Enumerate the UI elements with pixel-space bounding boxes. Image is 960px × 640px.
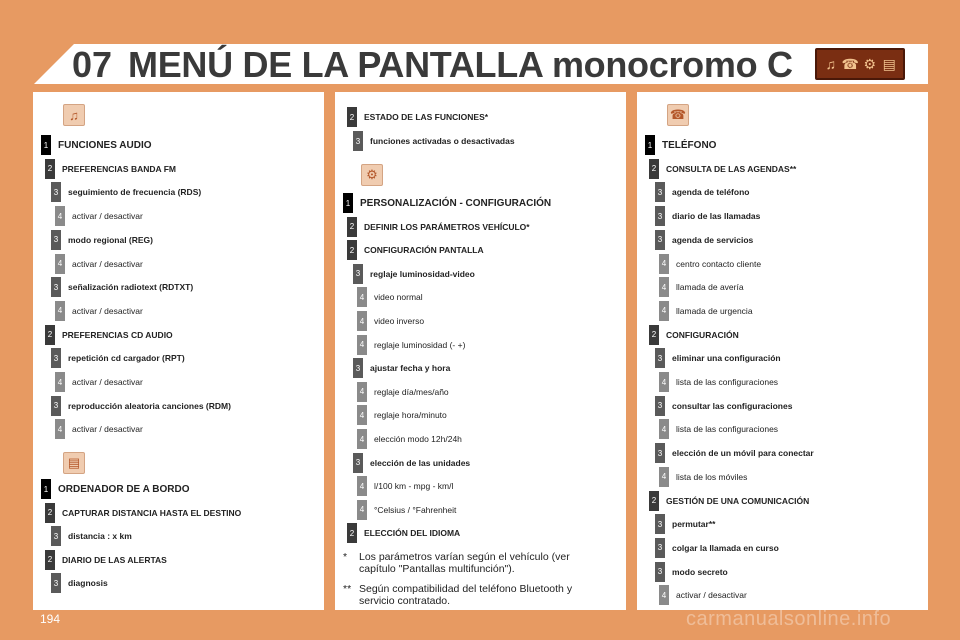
level-badge: 3 <box>51 277 61 297</box>
menu-item-level-2 <box>45 158 176 180</box>
menu-item-text: llamada de urgencia <box>676 305 753 316</box>
level-badge: 3 <box>51 573 61 593</box>
menu-item-text: CONFIGURACIÓN PANTALLA <box>364 245 484 256</box>
level-badge: 4 <box>357 429 367 449</box>
menu-item-level-4 <box>357 499 456 521</box>
computer-icon: ▤ <box>63 452 85 474</box>
menu-item-level-4 <box>659 371 778 393</box>
phone-icon: ☎ <box>841 55 859 72</box>
menu-item-level-4 <box>659 300 753 322</box>
menu-item-text: CONFIGURACIÓN <box>666 329 739 340</box>
menu-item-text: video normal <box>374 292 423 303</box>
menu-item-text: modo regional (REG) <box>68 234 153 245</box>
menu-item-level-3 <box>655 229 753 251</box>
menu-item-level-4 <box>55 300 143 322</box>
radio-icon: ♫ <box>825 56 836 72</box>
menu-item-text: ELECCIÓN DEL IDIOMA <box>364 528 461 539</box>
level-badge: 2 <box>649 491 659 511</box>
level-badge: 1 <box>41 479 51 499</box>
footnote-text-line2: capítulo "Pantallas multifunción"). <box>359 563 515 575</box>
menu-item-text: DIARIO DE LAS ALERTAS <box>62 554 167 565</box>
menu-item-level-3 <box>51 181 201 203</box>
level-badge: 3 <box>655 443 665 463</box>
menu-item-level-3 <box>51 347 185 369</box>
menu-item-text: activar / desactivar <box>72 424 143 435</box>
page-number: 194 <box>40 612 61 626</box>
menu-item-text: GESTIÓN DE UNA COMUNICACIÓN <box>666 495 810 506</box>
footnote-text-line1: Según compatibilidad del teléfono Bluetooth y <box>359 583 573 595</box>
menu-item-text: activar / desactivar <box>72 258 143 269</box>
menu-item-level-3 <box>51 572 108 594</box>
menu-item-level-4 <box>357 381 449 403</box>
panel-settings <box>335 92 626 610</box>
level-badge: 4 <box>55 372 65 392</box>
menu-item-text: reproducción aleatoria canciones (RDM) <box>68 400 231 411</box>
level-badge: 2 <box>347 107 357 127</box>
menu-item-level-2 <box>649 490 809 512</box>
menu-item-text: elección de un móvil para conectar <box>672 448 814 459</box>
level-badge: 3 <box>51 348 61 368</box>
menu-item-level-2 <box>347 216 530 238</box>
level-badge: 4 <box>659 372 669 392</box>
footnote-mark: * <box>343 551 348 563</box>
level-badge: 4 <box>659 467 669 487</box>
menu-item-text: activar / desactivar <box>72 377 143 387</box>
level-badge: 4 <box>55 254 65 274</box>
menu-item-text: PERSONALIZACIÓN - CONFIGURACIÓN <box>360 197 552 209</box>
level-badge: 2 <box>347 523 357 543</box>
level-badge: 4 <box>357 287 367 307</box>
radio-icon: ♫ <box>63 104 85 126</box>
menu-item-level-2 <box>45 549 167 571</box>
level-badge: 3 <box>655 206 665 226</box>
menu-item-text: colgar la llamada en curso <box>672 542 779 553</box>
menu-item-text: CAPTURAR DISTANCIA HASTA EL DESTINO <box>62 507 242 518</box>
menu-item-text: ORDENADOR DE A BORDO <box>58 483 190 495</box>
menu-item-level-4 <box>357 310 424 332</box>
level-badge: 4 <box>659 419 669 439</box>
level-badge: 3 <box>51 526 61 546</box>
menu-item-level-3 <box>655 205 760 227</box>
level-badge: 3 <box>655 514 665 534</box>
menu-item-level-3 <box>353 263 475 285</box>
menu-item-text: ESTADO DE LAS FUNCIONES* <box>364 112 489 122</box>
level-badge: 3 <box>353 131 363 151</box>
level-badge: 3 <box>655 230 665 250</box>
menu-item-text: activar / desactivar <box>72 305 143 316</box>
menu-item-level-3 <box>353 452 470 474</box>
menu-item-text: PREFERENCIAS BANDA FM <box>62 163 176 174</box>
menu-item-text: video inverso <box>374 316 425 326</box>
menu-item-text: CONSULTA DE LAS AGENDAS** <box>666 163 797 174</box>
menu-item-text: diario de las llamadas <box>672 211 761 222</box>
level-badge: 4 <box>659 254 669 274</box>
level-badge: 2 <box>45 550 55 570</box>
menu-item-text: llamada de avería <box>676 282 744 293</box>
menu-item-level-4 <box>357 428 462 450</box>
menu-item-level-4 <box>55 371 143 393</box>
level-badge: 1 <box>343 193 353 213</box>
menu-item-text: funciones activadas o desactivadas <box>370 136 515 146</box>
level-badge: 2 <box>45 325 55 345</box>
level-badge: 3 <box>353 264 363 284</box>
page-title: MENÚ DE LA PANTALLA monocromo C <box>128 44 793 85</box>
menu-item-text: lista de las configuraciones <box>676 377 779 387</box>
level-badge: 1 <box>41 135 51 155</box>
level-badge: 3 <box>655 182 665 202</box>
menu-item-level-4 <box>659 418 778 440</box>
menu-item-level-4 <box>357 404 447 426</box>
level-badge: 3 <box>655 538 665 558</box>
level-badge: 4 <box>357 476 367 496</box>
menu-item-level-3 <box>655 442 814 464</box>
level-badge: 2 <box>347 240 357 260</box>
menu-item-level-4 <box>659 253 761 275</box>
level-badge: 4 <box>55 206 65 226</box>
menu-item-text: repetición cd cargador (RPT) <box>68 353 185 364</box>
menu-item-level-2 <box>347 522 460 544</box>
menu-item-text: agenda de teléfono <box>672 187 750 198</box>
menu-item-text: lista de las configuraciones <box>676 424 779 435</box>
menu-item-level-2 <box>45 502 241 524</box>
menu-item-text: consultar las configuraciones <box>672 400 793 411</box>
menu-item-text: activar / desactivar <box>72 211 143 222</box>
menu-item-text: °Celsius / °Fahrenheit <box>374 504 457 515</box>
level-badge: 2 <box>649 325 659 345</box>
level-badge: 3 <box>353 358 363 378</box>
menu-item-level-4 <box>659 584 747 606</box>
settings-icon: ⚙ <box>361 164 383 186</box>
menu-item-level-1 <box>645 134 716 156</box>
menu-item-text: seguimiento de frecuencia (RDS) <box>68 187 202 198</box>
level-badge: 4 <box>55 419 65 439</box>
level-badge: 4 <box>659 301 669 321</box>
level-badge: 3 <box>51 182 61 202</box>
menu-item-level-2 <box>347 239 484 261</box>
menu-item-text: PREFERENCIAS CD AUDIO <box>62 329 173 340</box>
menu-item-text: modo secreto <box>672 566 728 577</box>
menu-item-level-4 <box>659 276 744 298</box>
menu-item-text: diagnosis <box>68 578 108 588</box>
computer-icon: ▤ <box>882 55 896 72</box>
level-badge: 3 <box>51 230 61 250</box>
settings-icon: ⚙ <box>863 55 877 72</box>
level-badge: 2 <box>45 503 55 523</box>
menu-item-text: DEFINIR LOS PARÁMETROS VEHÍCULO* <box>364 221 530 232</box>
panel-audio-computer <box>33 92 324 610</box>
menu-item-text: ajustar fecha y hora <box>370 363 451 374</box>
menu-item-level-3 <box>51 229 153 251</box>
menu-item-text: eliminar una configuración <box>672 353 781 364</box>
menu-item-level-2 <box>649 324 739 346</box>
level-badge: 3 <box>655 562 665 582</box>
menu-item-text: centro contacto cliente <box>676 258 762 269</box>
phone-icon: ☎ <box>667 104 689 126</box>
level-badge: 4 <box>357 500 367 520</box>
level-badge: 4 <box>659 585 669 605</box>
menu-item-text: elección modo 12h/24h <box>374 434 462 444</box>
menu-item-text: FUNCIONES AUDIO <box>58 139 152 151</box>
footnote-bluetooth <box>335 580 626 610</box>
menu-item-level-4 <box>55 205 143 227</box>
menu-item-text: señalización radiotext (RDTXT) <box>68 282 194 293</box>
footnote-mark: ** <box>343 583 352 595</box>
menu-item-level-1 <box>343 192 551 214</box>
level-badge: 2 <box>45 159 55 179</box>
menu-item-level-3 <box>655 513 715 535</box>
menu-item-level-4 <box>659 466 747 488</box>
menu-item-level-3 <box>51 395 231 417</box>
menu-item-level-3 <box>655 537 779 559</box>
level-badge: 4 <box>357 335 367 355</box>
menu-item-text: lista de los móviles <box>676 471 748 482</box>
level-badge: 4 <box>357 405 367 425</box>
level-badge: 3 <box>353 453 363 473</box>
menu-item-level-3 <box>353 130 515 152</box>
level-badge: 2 <box>649 159 659 179</box>
menu-item-level-3 <box>655 395 792 417</box>
menu-item-level-3 <box>51 276 193 298</box>
menu-item-text: reglaje hora/minuto <box>374 410 447 421</box>
menu-item-text: TELÉFONO <box>662 139 717 151</box>
menu-item-level-3 <box>51 525 132 547</box>
menu-item-level-1 <box>41 134 152 156</box>
level-badge: 4 <box>357 311 367 331</box>
level-badge: 4 <box>357 382 367 402</box>
menu-icon-strip <box>815 48 905 80</box>
menu-item-text: permutar** <box>672 519 716 530</box>
menu-item-text: elección de las unidades <box>370 457 471 468</box>
footnote-text-line2: servicio contratado. <box>359 595 451 607</box>
menu-item-text: distancia : x km <box>68 531 132 541</box>
level-badge: 2 <box>347 217 357 237</box>
menu-item-level-4 <box>357 286 423 308</box>
menu-item-level-2 <box>347 106 488 128</box>
menu-item-text: l/100 km - mpg - km/l <box>374 481 454 492</box>
menu-item-text: activar / desactivar <box>676 590 747 601</box>
footnote-text-line1: Los parámetros varían según el vehículo (ver <box>359 551 570 563</box>
menu-item-level-2 <box>45 324 173 346</box>
chapter-number: 07 <box>72 44 113 85</box>
menu-item-text: reglaje día/mes/año <box>374 386 449 397</box>
level-badge: 1 <box>645 135 655 155</box>
menu-item-level-4 <box>55 253 143 275</box>
menu-item-text: reglaje luminosidad-video <box>370 268 475 279</box>
menu-item-level-3 <box>353 357 450 379</box>
level-badge: 3 <box>655 348 665 368</box>
menu-item-text: reglaje luminosidad (- +) <box>374 339 466 350</box>
menu-item-text: agenda de servicios <box>672 234 754 245</box>
level-badge: 3 <box>51 396 61 416</box>
footnote-parameters <box>335 548 626 578</box>
menu-item-level-3 <box>655 181 749 203</box>
menu-item-level-3 <box>655 561 728 583</box>
menu-item-level-2 <box>649 158 796 180</box>
watermark: carmanualsonline.info <box>686 608 892 630</box>
menu-item-level-4 <box>357 334 465 356</box>
level-badge: 3 <box>655 396 665 416</box>
menu-item-level-4 <box>55 418 143 440</box>
level-badge: 4 <box>55 301 65 321</box>
panel-telephone <box>637 92 928 610</box>
menu-item-level-4 <box>357 475 453 497</box>
level-badge: 4 <box>659 277 669 297</box>
menu-item-level-1 <box>41 478 189 500</box>
menu-item-level-3 <box>655 347 781 369</box>
